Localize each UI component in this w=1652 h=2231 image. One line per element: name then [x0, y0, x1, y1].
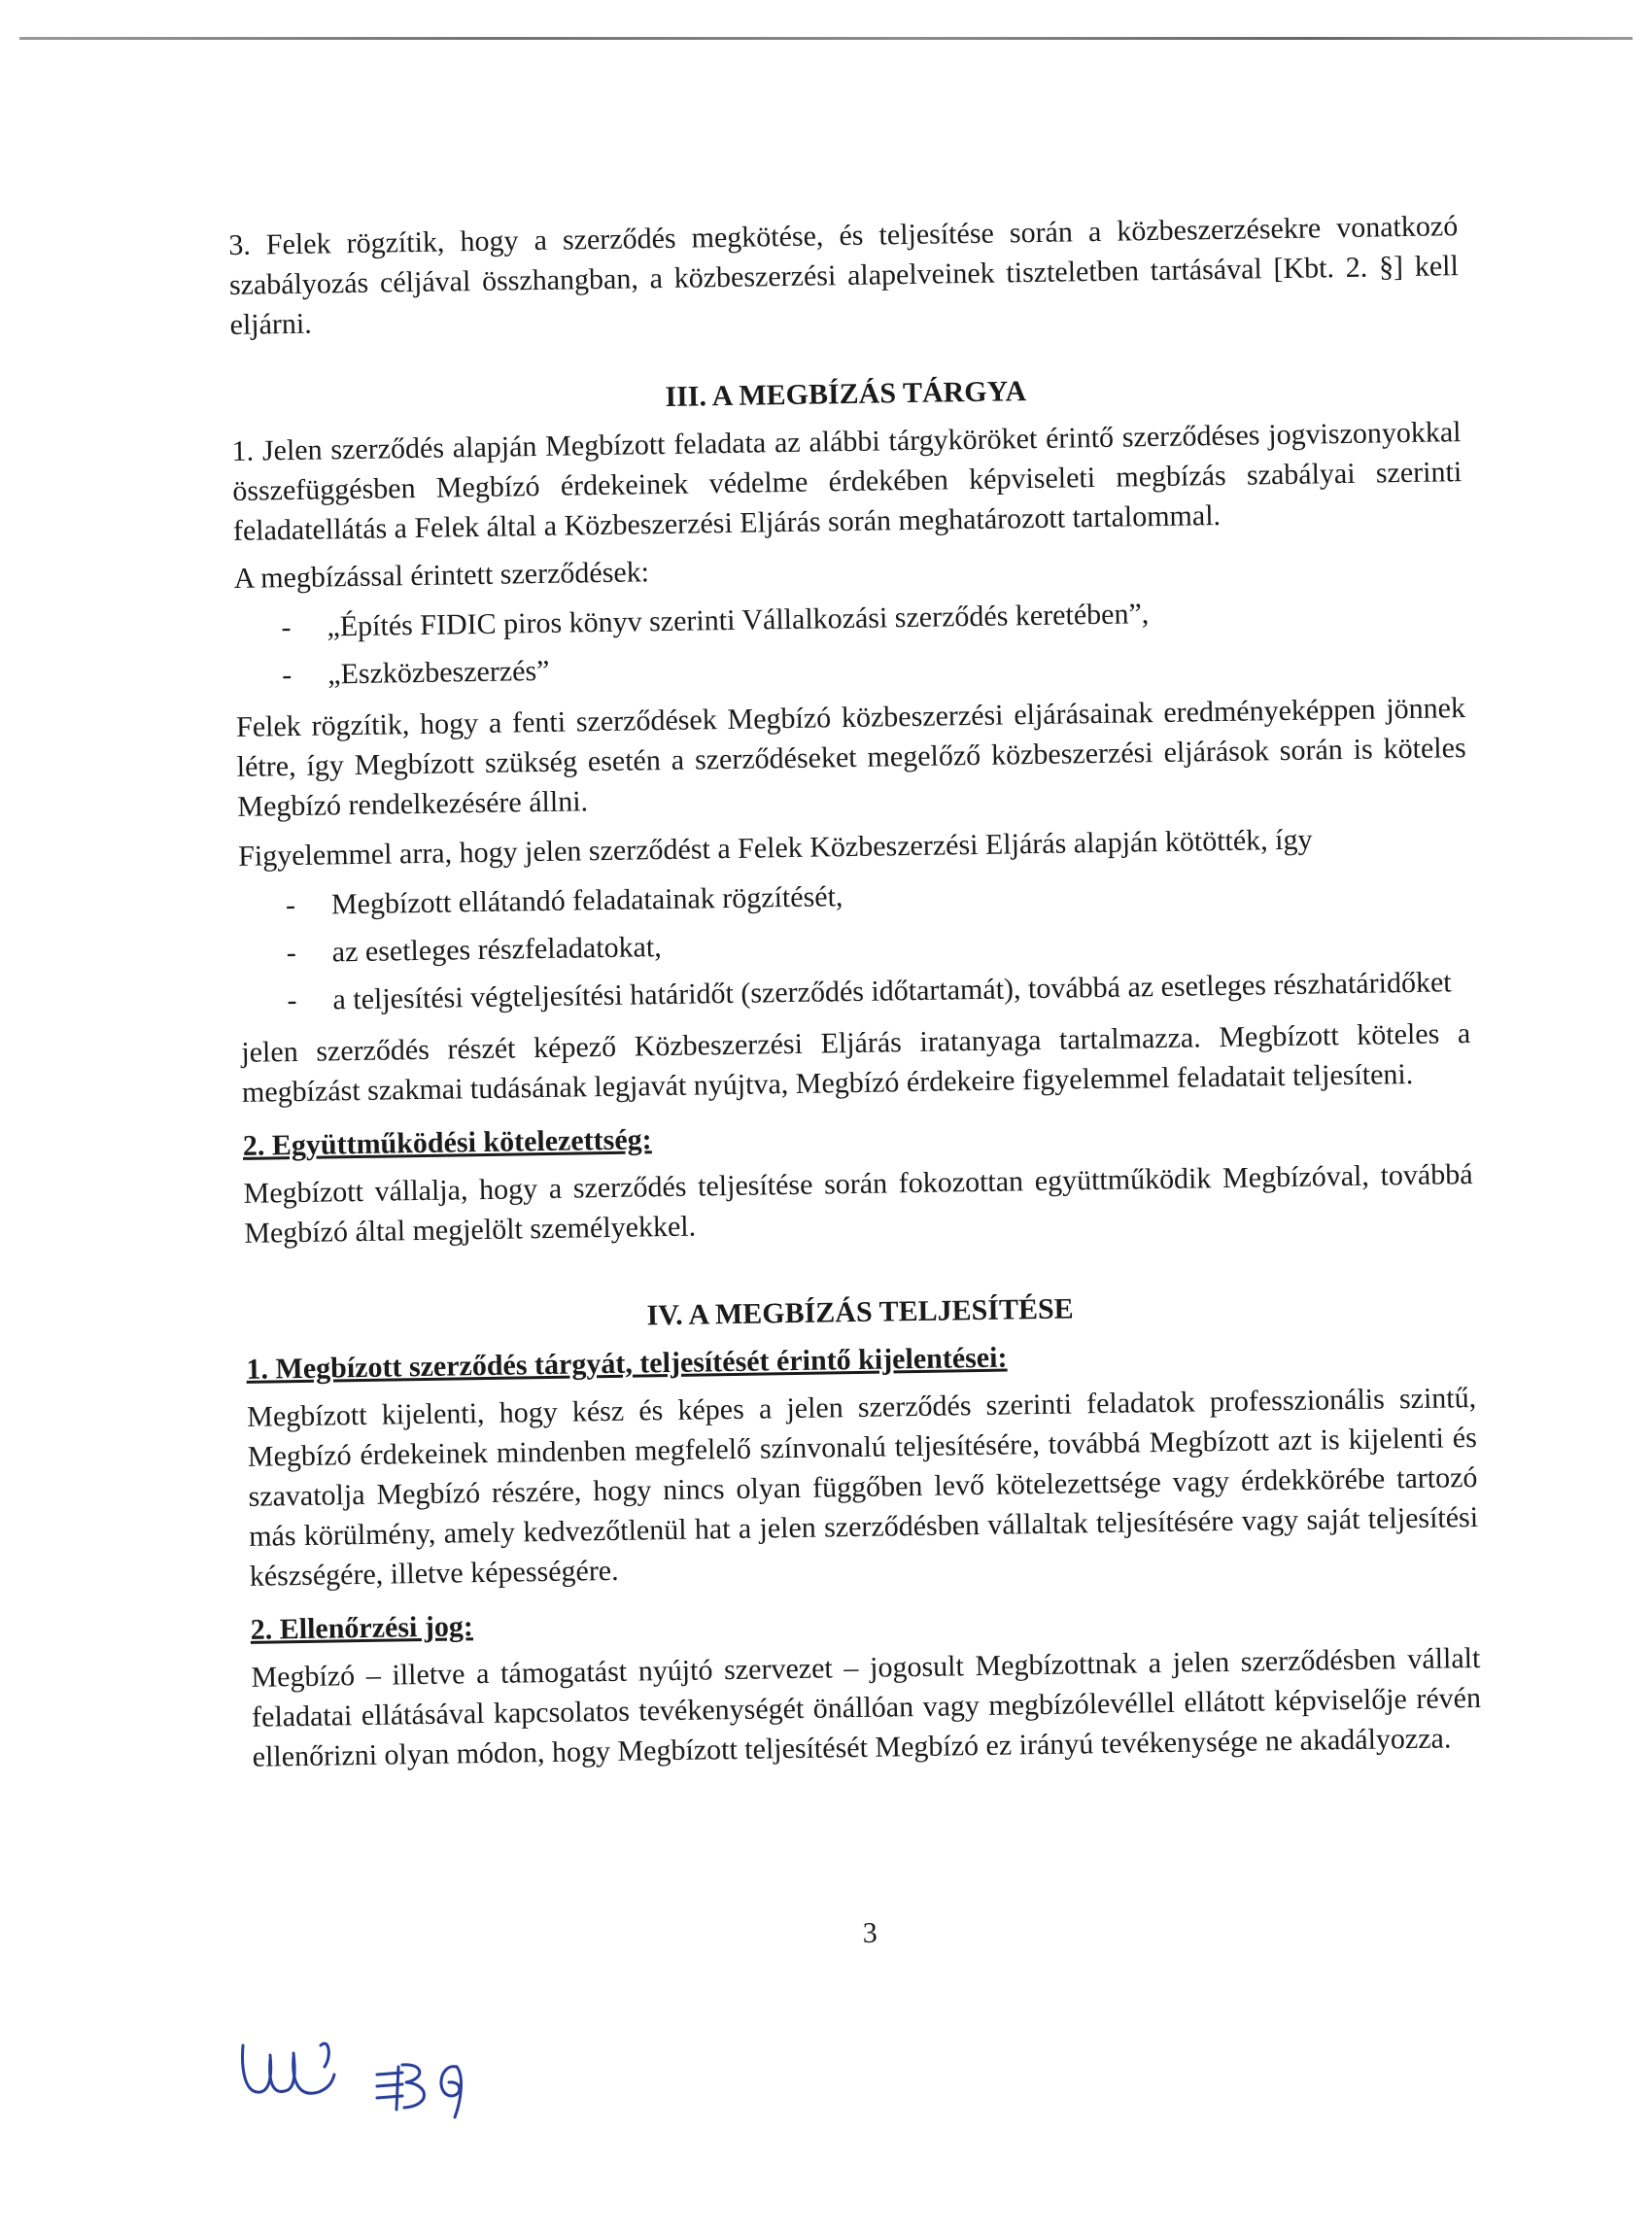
heading-iv: IV. A MEGBÍZÁS TELJESÍTÉSE	[646, 1292, 1074, 1332]
subheading-control: 2. Ellenőrzési jog:	[250, 1610, 474, 1646]
subheading-declarations: 1. Megbízott szerződés tárgyát, teljesítését érintő kijelentései:	[246, 1341, 1008, 1386]
declarations-paragraph: Megbízott kijelenti, hogy kész és képes a jelen szerződés szerinti feladatok professzionális szintű, Megbízó érdekeinek mindenben megfelelő színvonalú teljesítésére, továbbá Megbízott azt is kijelenti és szavatolja Megbízó részére, hogy nincs olyan függőben levő kötelezettsége vagy érdekkörébe tartozó más körülmény, amely kedvezőtlenül hat a jelen szerződésben vállaltak teljesítésére vagy saját teljesítési készségére, illetve képességére.	[247, 1381, 1479, 1593]
scan-edge-line	[19, 37, 1633, 40]
list-item: - „Eszközbeszerzés”	[235, 636, 1464, 696]
control-paragraph: Megbízó – illetve a támogatást nyújtó szervezet – jogosult Megbízottnak a jelen szerződésben vállalt feladatai ellátásával kapcsolatos tevékenységét önállóan vagy megbízólevéllel ellátott képviselője révén ellenőrizni olyan módon, hogy Megbízott teljesítését Megbízó ez irányú tevékenysége ne akadályozza.	[251, 1641, 1482, 1773]
signature-initials	[231, 2016, 484, 2123]
attention-tail-paragraph: jelen szerződés részét képező Közbeszerzési Eljárás iratanyaga tartalmazza. Megbízott köteles a megbízást szakmai tudásának legjavát nyújtva, Megbízó érdekeire figyelemmel feladatait teljesíteni.	[241, 1017, 1471, 1109]
section3-paragraph: 3. Felek rögzítik, hogy a szerződés megkötése, és teljesítése során a közbeszerzésekre vonatkozó szabályozás céljával összhangban, a közbeszerzési alapelveinek tiszteletben tartásával [Kbt. 2. §] kell eljárni.	[228, 210, 1460, 341]
parties-paragraph: Felek rögzítik, hogy a fenti szerződések Megbízó közbeszerzési eljárásainak eredményeképpen jönnek létre, így Megbízott szükség esetén a szerződéseket megelőző közbeszerzési eljárások során is köteles Megbízó rendelkezésére állni.	[235, 692, 1466, 823]
iii-paragraph-1: 1. Jelen szerződés alapján Megbízott feladata az alábbi tárgyköröket érintő szerződéses jogviszonyokkal összefüggésben Megbízó érdekeinek védelme érdekében képviseleti megbízás szabályai szerinti feladatellátás a Felek által a Közbeszerzési Eljárás során meghatározott tartalommal.	[231, 416, 1463, 547]
contracts-intro: A megbízással érintett szerződések:	[233, 556, 650, 595]
subheading-cooperation: 2. Együttműködési kötelezettség:	[242, 1123, 652, 1162]
page-number: 3	[862, 1916, 878, 1949]
cooperation-paragraph: Megbízott vállalja, hogy a szerződés teljesítése során fokozottan együttműködik Megbízóval, továbbá Megbízó által megjelölt személyekkel.	[243, 1158, 1473, 1250]
list-item: - az esetleges részfeladatokat,	[239, 914, 1468, 974]
contracts-list	[234, 589, 1464, 696]
heading-iii: III. A MEGBÍZÁS TÁRGYA	[665, 375, 1027, 413]
list-item: - a teljesítési végteljesítési határidőt (szerződés időtartamát), továbbá az esetleges részhatáridőket	[240, 962, 1469, 1021]
document-page	[228, 206, 1485, 1963]
attention-intro: Figyelemmel arra, hogy jelen szerződést a Felek Közbeszerzési Eljárás alapján kötötték, így	[237, 823, 1313, 873]
list-item: - Megbízott ellátandó feladatainak rögzítését,	[239, 867, 1468, 926]
list-item: - „Építés FIDIC piros könyv szerinti Vállalkozási szerződés keretében”,	[234, 589, 1463, 648]
handwritten-initials-icon	[231, 2016, 484, 2123]
attention-list	[239, 867, 1470, 1021]
